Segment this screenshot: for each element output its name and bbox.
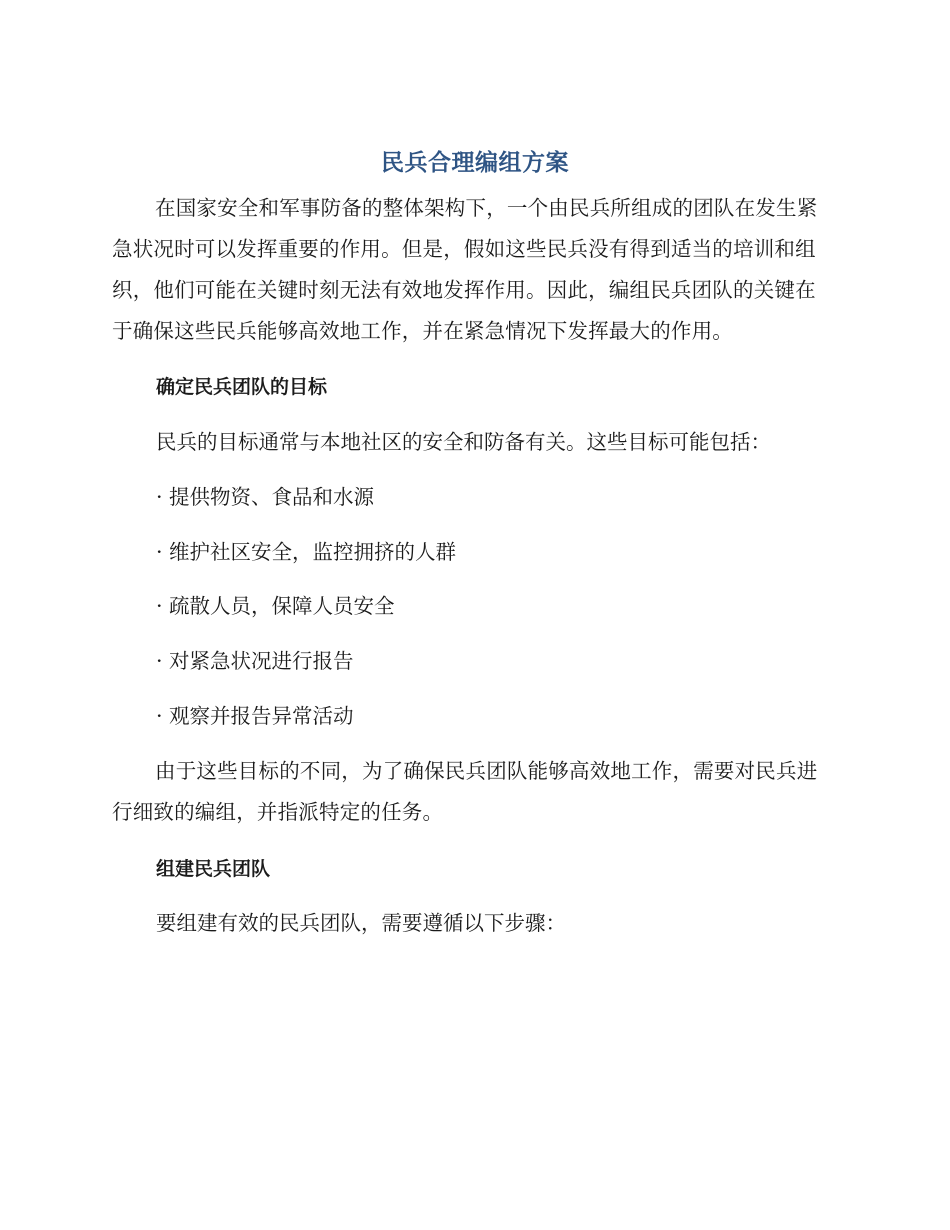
intro-paragraph: 在国家安全和军事防备的整体架构下，一个由民兵所组成的团队在发生紧急状况时可以发挥重要的作用。但是，假如这些民兵没有得到适当的培训和组织，他们可能在关键时刻无法有效地发挥作用。因此，编组民兵团队的关键在于确保这些民兵能够高效地工作，并在紧急情况下发挥最大的作用。 — [112, 196, 818, 343]
section-heading-build-team: 组建民兵团队 — [156, 858, 271, 880]
build-team-lead-paragraph: 要组建有效的民兵团队，需要遵循以下步骤： — [156, 911, 566, 935]
goal-bullet-item: · 对紧急状况进行报告 — [156, 649, 354, 673]
goal-bullet-item: · 维护社区安全，监控拥挤的人群 — [156, 540, 457, 564]
document-title: 民兵合理编组方案 — [381, 150, 569, 176]
goal-bullet-item: · 疏散人员，保障人员安全 — [156, 594, 395, 618]
goal-bullet-item: · 提供物资、食品和水源 — [156, 485, 375, 509]
goals-lead-paragraph: 民兵的目标通常与本地社区的安全和防备有关。这些目标可能包括： — [156, 430, 771, 454]
section-heading-goals: 确定民兵团队的目标 — [156, 376, 328, 398]
goals-conclusion-paragraph: 由于这些目标的不同，为了确保民兵团队能够高效地工作，需要对民兵进行细致的编组，并指派特定的任务。 — [112, 759, 818, 824]
goal-bullet-item: · 观察并报告异常活动 — [156, 704, 354, 728]
